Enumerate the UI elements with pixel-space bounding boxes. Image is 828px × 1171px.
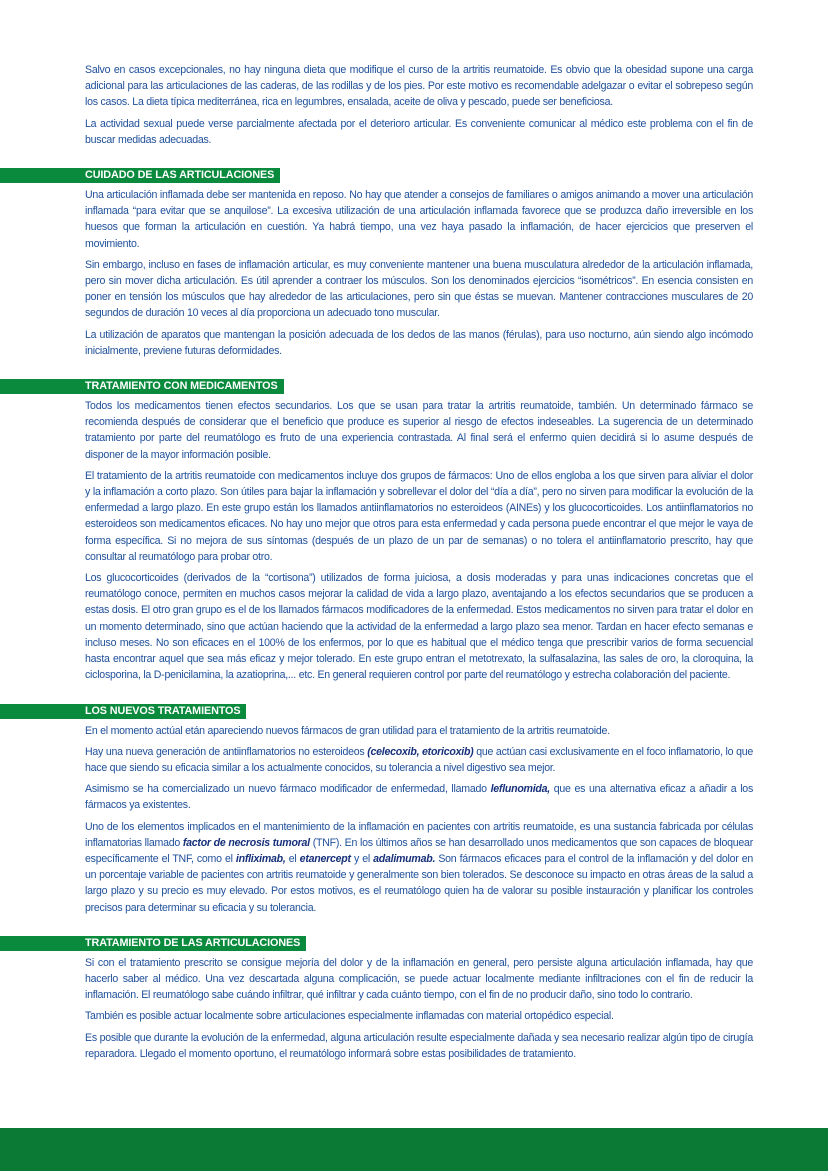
text-run: Son fármacos eficaces para el control de la inflamación y del dolor en un porcentaje variable de pacientes con artritis reumatoide y generalmente son bien tolerados. Se desconoce su impacto en otras áreas de la salud a largo plazo y su precio es muy elevado. Por estos motivos, es el reumatólogo quien ha de valorar su posible instauración y planificar los controles precisos para determinar su eficacia y su tolerancia. [85, 852, 753, 914]
intro-paragraph-sexual: La actividad sexual puede verse parcialmente afectada por el deterioro articular. Es conveniente comunicar al médico este problema con el fin de buscar medidas adecuadas. [85, 117, 753, 146]
section-medicamentos [85, 378, 753, 683]
section-nuevos [85, 703, 753, 916]
document-body [85, 62, 753, 1067]
section-heading-medicamentos: TRATAMIENTO CON MEDICAMENTOS [0, 379, 284, 394]
text-run: Uno de los elementos implicados en el mantenimiento de la inflamación en pacientes con artritis reumatoide, es una sustancia fabricada por células inflamatorias llamado [85, 820, 753, 849]
emphasis-infliximab: infliximab, [235, 852, 286, 865]
emphasis-etanercept: etanercept [299, 852, 351, 865]
text-run: Asimismo se ha comercializado un nuevo fármaco modificador de enfermedad, llamado [85, 783, 491, 796]
cuidado-paragraph-2: Sin embargo, incluso en fases de inflamación articular, es muy conveniente mantener una buena musculatura alrededor de la articulación inflamada, pero sin mover dicha articulación. Es útil aprender a contraer los músculos. Son los denominados ejercicios “isométricos”. En esencia consisten en poner en tensión los músculos que hay alrededor de las articulaciones, pero sin que éstas se muevan. Mantener contracciones musculares de 20 segundos de duración 10 veces al día proporciona un adecuado tono muscular. [85, 258, 753, 320]
nuevos-paragraph-1: En el momento actúal etán apareciendo nuevos fármacos de gran utilidad para el tratamiento de la artritis reumatoide. [85, 724, 610, 737]
tratamiento-paragraph-1: Si con el tratamiento prescrito se consigue mejoría del dolor y de la inflamación en general, pero persiste alguna articulación inflamada, hay que hacerlo saber al médico. Una vez descartada alguna complicación, se puede actuar localmente mediante infiltraciones con el fin de reducir la inflamación. El reumatólogo sabe cuándo infiltrar, qué infiltrar y cada cuánto tiempo, con el fin de no producir daño, sino todo lo contrario. [85, 956, 753, 1002]
tratamiento-paragraph-3: Es posible que durante la evolución de la enfermedad, alguna articulación resulte especialmente dañada y sea necesario realizar algún tipo de cirugía reparadora. Llegado el momento oportuno, el reumatólogo informará sobre estas posibilidades de tratamiento. [85, 1031, 753, 1060]
emphasis-drugs-coxib: (celecoxib, etoricoxib) [367, 745, 474, 758]
section-tratamiento-articulaciones [85, 935, 753, 1062]
cuidado-paragraph-3: La utilización de aparatos que mantengan la posición adecuada de los dedos de las manos (férulas), para uso nocturno, aún siendo algo incómodo inicialmente, previene futuras deformidades. [85, 328, 753, 357]
section-cuidado [85, 167, 753, 359]
medicamentos-paragraph-1: Todos los medicamentos tienen efectos secundarios. Los que se usan para tratar la artritis reumatoide, también. Un determinado fármaco se recomienda después de considerar que el beneficio que produce es superior al riesgo de efectos indeseables. La sugerencia de un determinado tratamiento por parte del reumatólogo es fruto de una experiencia contrastada. Al final será el enfermo quien decidirá si lo asume después de disponer de la mayor información posible. [85, 400, 753, 461]
text-run: el [285, 852, 300, 865]
text-run: Hay una nueva generación de antiinflamatorios no esteroideos [85, 745, 368, 758]
text-run: (TNF). En los últimos años se han desarrollado unos medicamentos que son capaces de bloquear específicamente el TNF, como el [85, 836, 753, 865]
cuidado-paragraph-1: Una articulación inflamada debe ser mantenida en reposo. No hay que atender a consejos de familiares o amigos animando a mover una articulación inflamada “para evitar que se anquilose”. La excesiva utilización de una articulación inflamada favorece que se produzca daño irreversible en los huesos que forman la articulación en cuestión. Ya habrá tiempo, una vez haya pasado la inflamación, de hacer ejercicios que preserven el movimiento. [85, 189, 753, 250]
section-heading-nuevos: LOS NUEVOS TRATAMIENTOS [0, 704, 246, 719]
text-run: y el [350, 852, 374, 865]
footer-band [0, 1128, 828, 1171]
emphasis-leflunomida: leflunomida, [490, 783, 550, 796]
text-run: que actúan casi exclusivamente en el foco inflamatorio, lo que hace que siendo su eficacia similar a los actualmente conocidos, su tolerancia a nivel digestivo sea mejor. [85, 745, 753, 774]
emphasis-adalimumab: adalimumab. [373, 852, 436, 865]
emphasis-tnf: factor de necrosis tumoral [182, 836, 310, 849]
medicamentos-paragraph-3: Los glucocorticoides (derivados de la “cortisona”) utilizados de forma juiciosa, a dosis moderadas y para unas indicaciones concretas que el reumatólogo conoce, permiten en muchos casos mejorar la calidad de vida a largo plazo, aventajando a los efectos secundarios que se producen a estas dosis. El otro gran grupo es el de los llamados fármacos modificadores de la enfermedad. Estos medicamentos no sirven para tratar el dolor en un momento determinado, sino que actúan haciendo que la actividad de la enfermedad a largo plazo sea menor. Tardan en hacer efecto semanas e incluso meses. No son eficaces en el 100% de los enfermos, por lo que es habitual que el médico tenga que prescribir varios de forma secuencial hasta encontrar aquel que sea más eficaz y mejor tolerado. En este grupo entran el metotrexato, la sulfasalazina, las sales de oro, la cloroquina, la ciclosporina, la D-penicilamina, la azatioprina,... etc. En general requieren control por parte del reumatólogo y estrecha colaboración del paciente. [85, 572, 753, 682]
nuevos-paragraph-2 [85, 744, 753, 776]
section-heading-tratamiento-articulaciones: TRATAMIENTO DE LAS ARTICULACIONES [0, 936, 306, 951]
medicamentos-paragraph-2: El tratamiento de la artritis reumatoide con medicamentos incluye dos grupos de fármacos: Uno de ellos engloba a los que sirven para aliviar el dolor y la inflamación a corto plazo. Son útiles para bajar la inflamación y sobrellevar el dolor del “día a día”, pero no sirven para modificar la evolución de la enfermedad a largo plazo. En este grupo están los llamados antiinflamatorios no esteroideos (AINEs) y los glucocorticoides. Los antiinflamatorios no esteroideos son medicamentos eficaces. No hay uno mejor que otros para esta enfermedad y cada persona puede encontrar el que mejor le vaya de forma específica. Si no mejora de sus síntomas (después de un plazo de un par de semanas) o no tolera el antiinflamatorio prescrito, hay que consultar al reumatólogo para probar otro. [85, 469, 753, 563]
intro-paragraph-diet: Salvo en casos excepcionales, no hay ninguna dieta que modifique el curso de la artritis reumatoide. Es obvio que la obesidad supone una carga adicional para las articulaciones de las caderas, de las rodillas y de los pies. Por este motivo es recomendable adelgazar o evitar el sobrepeso según los casos. La dieta típica mediterránea, rica en legumbres, ensalada, aceite de oliva y pescado, puede ser beneficiosa. [85, 64, 753, 109]
tratamiento-paragraph-2: También es posible actuar localmente sobre articulaciones especialmente inflamadas con material ortopédico especial. [85, 1010, 614, 1023]
text-run: que es una alternativa eficaz a añadir a los fármacos ya existentes. [85, 783, 753, 812]
section-heading-cuidado: CUIDADO DE LAS ARTICULACIONES [0, 168, 280, 183]
nuevos-paragraph-3 [85, 781, 753, 813]
nuevos-paragraph-4 [85, 819, 753, 916]
